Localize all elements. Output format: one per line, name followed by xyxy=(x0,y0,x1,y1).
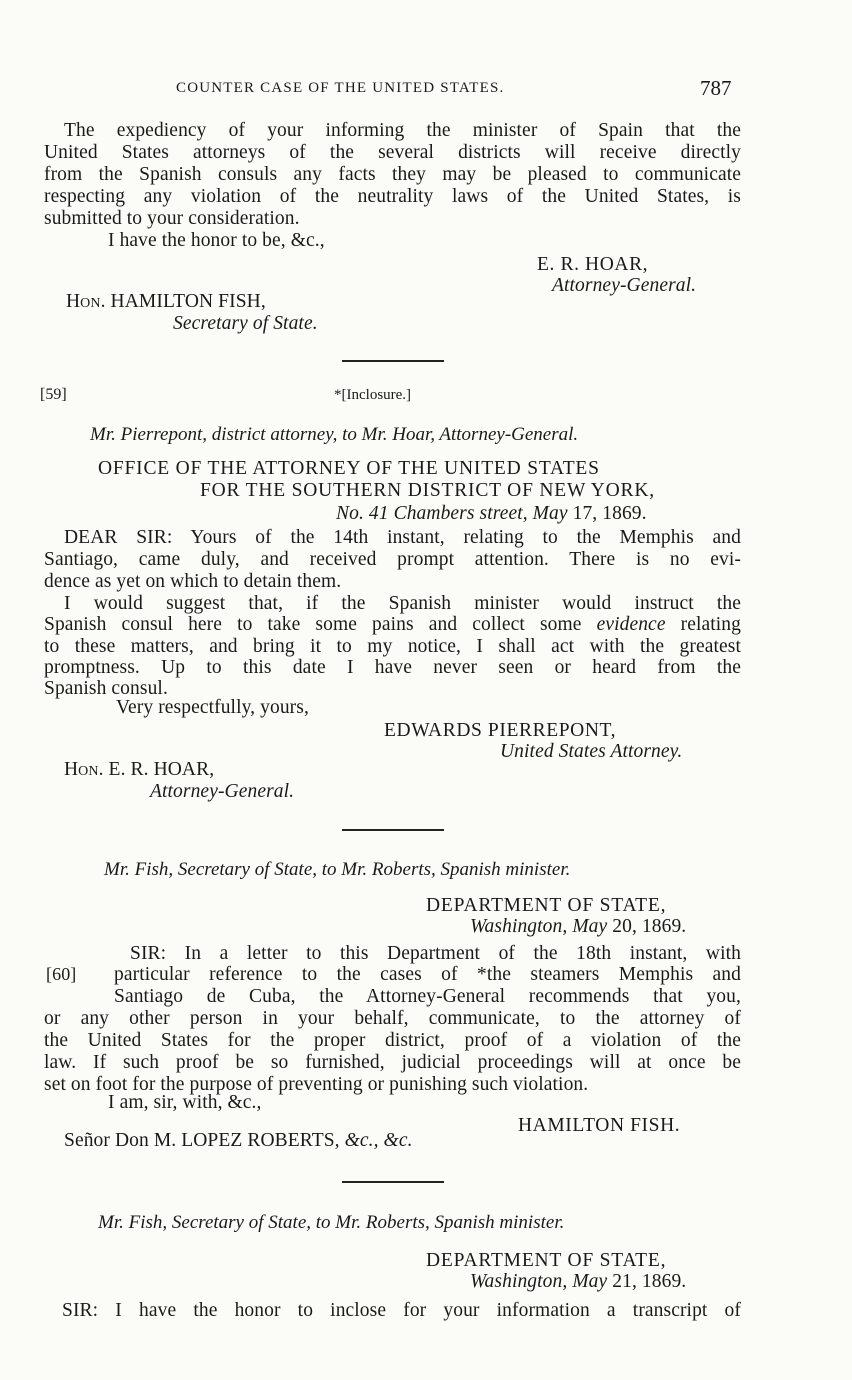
separator-rule xyxy=(342,360,444,362)
text-emphasis: evidence xyxy=(596,614,666,635)
text-line: submitted to your consideration. xyxy=(44,208,300,229)
salutation: SIR xyxy=(62,1300,93,1321)
dept-date-1 xyxy=(470,916,686,938)
office-address xyxy=(336,503,647,525)
dept-place: Washington, May xyxy=(470,1271,608,1292)
dept-line-1: DEPARTMENT OF STATE, xyxy=(426,895,667,916)
text-line: set on foot for the purpose of preventing or punishing such violation. xyxy=(44,1074,589,1095)
text-line: from the Spanish consuls any facts they may be pleased to communicate xyxy=(44,164,741,185)
text-line xyxy=(44,614,741,636)
addressee-fish xyxy=(66,291,266,313)
text-line: United States attorneys of the several districts will receive directly xyxy=(44,142,741,163)
closing-honor: I have the honor to be, &c., xyxy=(108,230,325,251)
salutation: DEAR SIR xyxy=(64,527,167,548)
signature-pierrepont-title: United States Attorney. xyxy=(500,741,683,762)
separator-rule xyxy=(342,1181,444,1183)
office-address-date: 17, 1869. xyxy=(567,503,647,524)
text-line: the United States for the proper district, proof of a violation of the xyxy=(44,1030,741,1051)
text-line: or any other person in your behalf, communicate, to the attorney of xyxy=(44,1008,741,1029)
addressee-hoar-title: Attorney-General. xyxy=(150,781,295,802)
letter-heading-fish-2: Mr. Fish, Secretary of State, to Mr. Roberts, Spanish minister. xyxy=(98,1212,565,1233)
salutation: SIR xyxy=(130,943,161,964)
addressee-prefix: Señor Don M. xyxy=(64,1130,182,1151)
header-title: COUNTER CASE OF THE UNITED STATES. xyxy=(176,80,505,96)
addressee-hoar-name: Hon. E. R. HOAR, xyxy=(64,759,215,780)
text-line: promptness. Up to this date I have never seen or heard from the xyxy=(44,657,741,678)
text-line xyxy=(130,943,741,965)
office-line-1: OFFICE OF THE ATTORNEY OF THE UNITED STATES xyxy=(98,458,600,479)
dept-line-2: DEPARTMENT OF STATE, xyxy=(426,1250,667,1271)
text-line: Spanish consul. xyxy=(44,678,168,699)
text-fragment: : Yours of the 14th instant, relating to the Memphis and xyxy=(166,527,741,548)
signature-hoar-title: Attorney-General. xyxy=(552,275,697,296)
office-line-2: FOR THE SOUTHERN DISTRICT OF NEW YORK, xyxy=(200,480,655,501)
text-line: respecting any violation of the neutrality laws of the United States, is xyxy=(44,186,741,207)
text-fragment: Spanish consul here to take some pains and collect some xyxy=(44,614,597,635)
dept-date: 20, 1869. xyxy=(607,916,687,937)
signature-fish: HAMILTON FISH. xyxy=(518,1115,681,1136)
addressee-name-text: Hon. HAMILTON FISH, xyxy=(66,291,266,312)
text-line xyxy=(62,1300,741,1322)
addressee-fish-name xyxy=(66,291,266,312)
text-line: dence as yet on which to detain them. xyxy=(44,571,342,592)
signature-pierrepont-name: EDWARDS PIERREPONT, xyxy=(384,720,617,741)
dept-place: Washington, May xyxy=(470,916,608,937)
letter-heading-pierrepont: Mr. Pierrepont, district attorney, to Mr. Hoar, Attorney-General. xyxy=(90,424,579,445)
text-line: I would suggest that, if the Spanish minister would instruct the xyxy=(64,593,741,614)
dept-date-2 xyxy=(470,1271,686,1293)
separator-rule xyxy=(342,829,444,831)
text-fragment: : In a letter to this Department of the 18th instant, with xyxy=(160,943,741,964)
dept-date: 21, 1869. xyxy=(607,1271,687,1292)
text-line: Santiago de Cuba, the Attorney-General recommends that you, xyxy=(114,986,741,1007)
margin-page-ref: [60] xyxy=(46,964,77,984)
text-fragment: : I have the honor to inclose for your information a transcript of xyxy=(92,1300,741,1321)
addressee-roberts xyxy=(64,1130,413,1152)
closing-sir: I am, sir, with, &c., xyxy=(108,1092,262,1113)
closing-respectfully: Very respectfully, yours, xyxy=(116,697,309,718)
page-number: 787 xyxy=(700,76,732,100)
inclosure-label: *[Inclosure.] xyxy=(334,387,412,403)
letter-heading-fish-1: Mr. Fish, Secretary of State, to Mr. Roberts, Spanish minister. xyxy=(104,859,571,880)
text-fragment: relating xyxy=(665,614,741,635)
office-address-street: No. 41 Chambers street, May xyxy=(336,503,568,524)
margin-page-ref: [59] xyxy=(40,386,67,403)
addressee-name: LOPEZ ROBERTS xyxy=(181,1130,335,1151)
addressee-fish-title: Secretary of State. xyxy=(173,313,318,334)
text-line: to these matters, and bring it to my notice, I shall act with the greatest xyxy=(44,636,741,657)
text-line: Santiago, came duly, and received prompt attention. There is no evi- xyxy=(44,549,741,570)
text-line xyxy=(64,527,741,549)
text-line: law. If such proof be so furnished, judicial proceedings will at once be xyxy=(44,1052,741,1073)
text-line: The expediency of your informing the minister of Spain that the xyxy=(64,120,741,141)
signature-hoar-name: E. R. HOAR, xyxy=(537,254,649,275)
addressee-suffix: , &c., &c. xyxy=(334,1130,413,1151)
text-line: particular reference to the cases of *the steamers Memphis and xyxy=(114,964,741,985)
